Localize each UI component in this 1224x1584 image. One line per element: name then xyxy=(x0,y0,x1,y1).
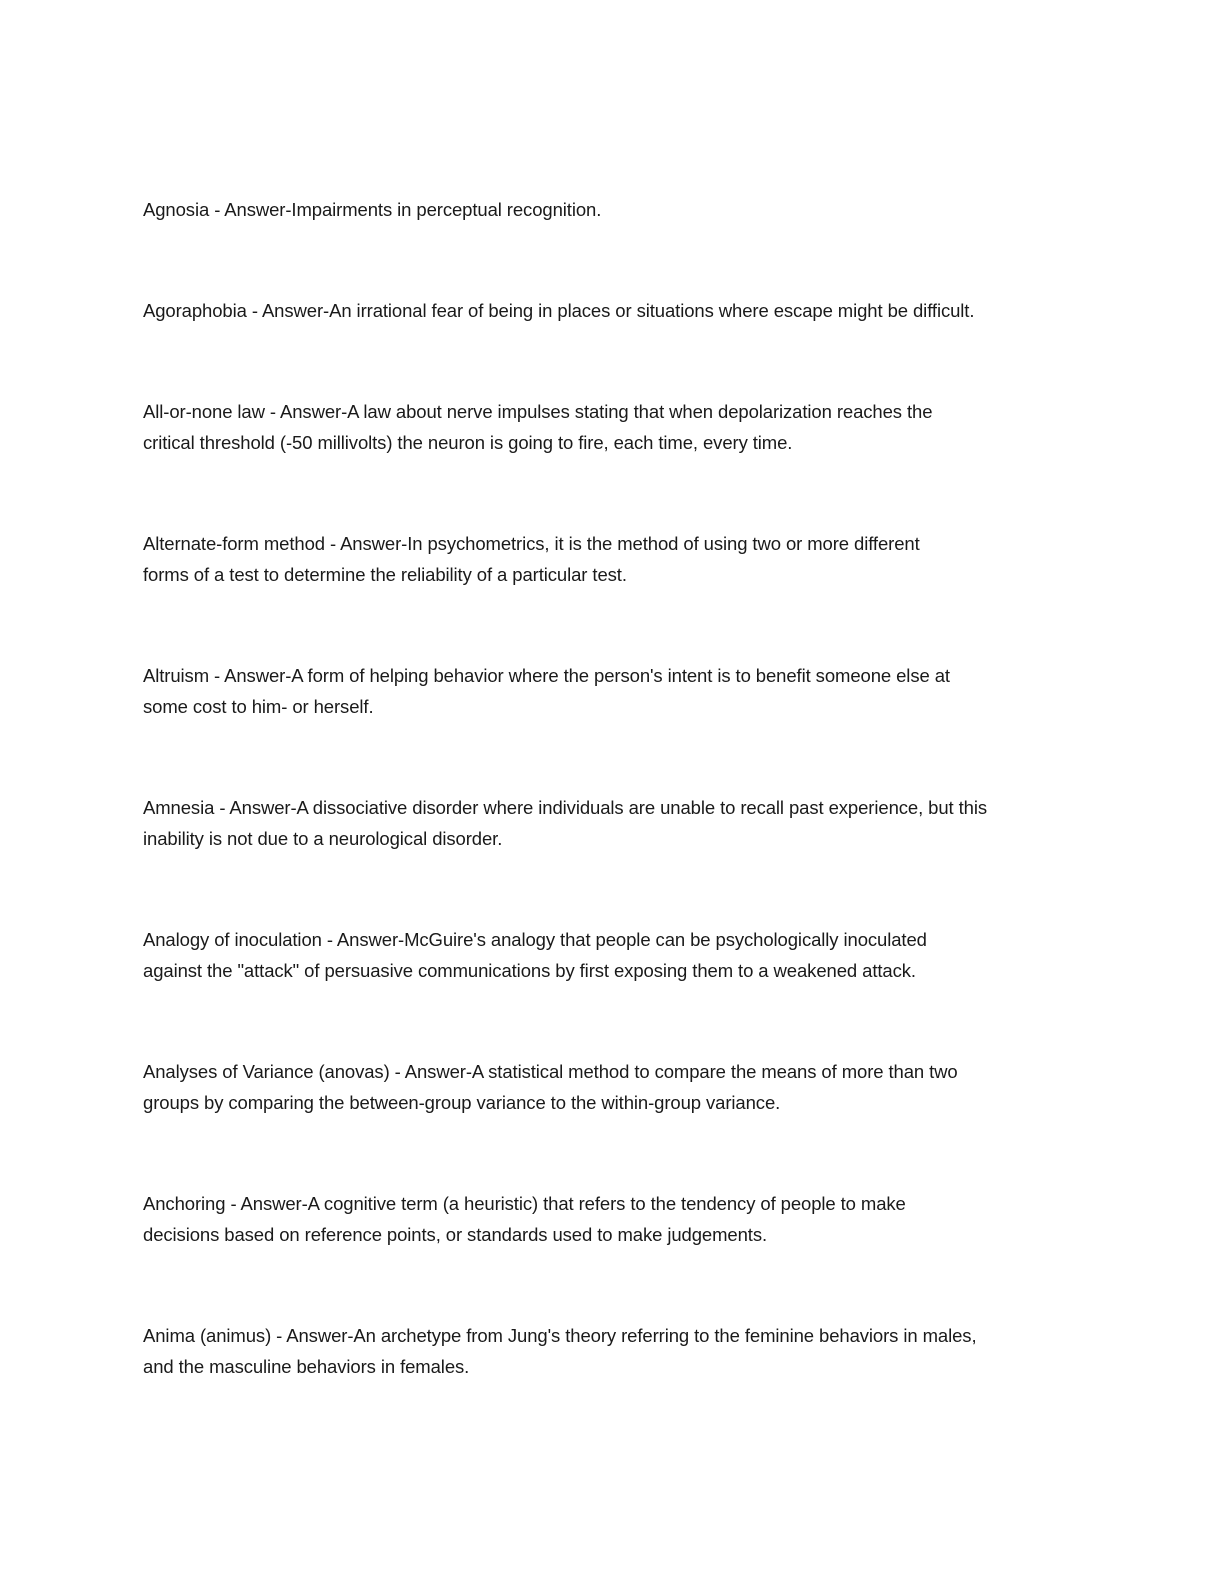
entry-line: Alternate-form method - Answer-In psychometrics, it is the method of using two or more different xyxy=(143,533,920,554)
glossary-entry-anchoring xyxy=(143,1188,1083,1250)
entry-text: Agoraphobia - Answer-An irrational fear of being in places or situations where escape might be difficult. xyxy=(143,300,975,321)
glossary-entry-analogy-of-inoculation xyxy=(143,924,1083,986)
entry-line: some cost to him- or herself. xyxy=(143,696,374,717)
entry-line: Amnesia - Answer-A dissociative disorder where individuals are unable to recall past experience, but this xyxy=(143,797,988,818)
glossary-list xyxy=(143,194,1083,1452)
entry-line: decisions based on reference points, or standards used to make judgements. xyxy=(143,1224,768,1245)
glossary-entry-amnesia xyxy=(143,792,1083,854)
entry-line: against the "attack" of persuasive communications by first exposing them to a weakened attack. xyxy=(143,960,916,981)
entry-line: inability is not due to a neurological disorder. xyxy=(143,828,503,849)
glossary-entry-anima-animus xyxy=(143,1320,1083,1382)
entry-line: Altruism - Answer-A form of helping behavior where the person's intent is to benefit someone else at xyxy=(143,665,950,686)
glossary-entry-altruism xyxy=(143,660,1083,722)
entry-line: Anima (animus) - Answer-An archetype from Jung's theory referring to the feminine behaviors in males, xyxy=(143,1325,977,1346)
entry-text: Agnosia - Answer-Impairments in perceptual recognition. xyxy=(143,199,602,220)
entry-line: Analyses of Variance (anovas) - Answer-A statistical method to compare the means of more than two xyxy=(143,1061,958,1082)
entry-line: groups by comparing the between-group variance to the within-group variance. xyxy=(143,1092,781,1113)
glossary-entry-agoraphobia xyxy=(143,295,1083,326)
entry-line: and the masculine behaviors in females. xyxy=(143,1356,470,1377)
entry-line: critical threshold (-50 millivolts) the neuron is going to fire, each time, every time. xyxy=(143,432,793,453)
glossary-entry-all-or-none-law xyxy=(143,396,1083,458)
entry-line: forms of a test to determine the reliability of a particular test. xyxy=(143,564,627,585)
entry-line: Analogy of inoculation - Answer-McGuire's analogy that people can be psychologically inoculated xyxy=(143,929,927,950)
entry-line: All-or-none law - Answer-A law about nerve impulses stating that when depolarization reaches the xyxy=(143,401,933,422)
glossary-entry-alternate-form-method xyxy=(143,528,1083,590)
glossary-entry-agnosia xyxy=(143,194,1083,225)
glossary-entry-analyses-of-variance xyxy=(143,1056,1083,1118)
entry-line: Anchoring - Answer-A cognitive term (a heuristic) that refers to the tendency of people to make xyxy=(143,1193,906,1214)
